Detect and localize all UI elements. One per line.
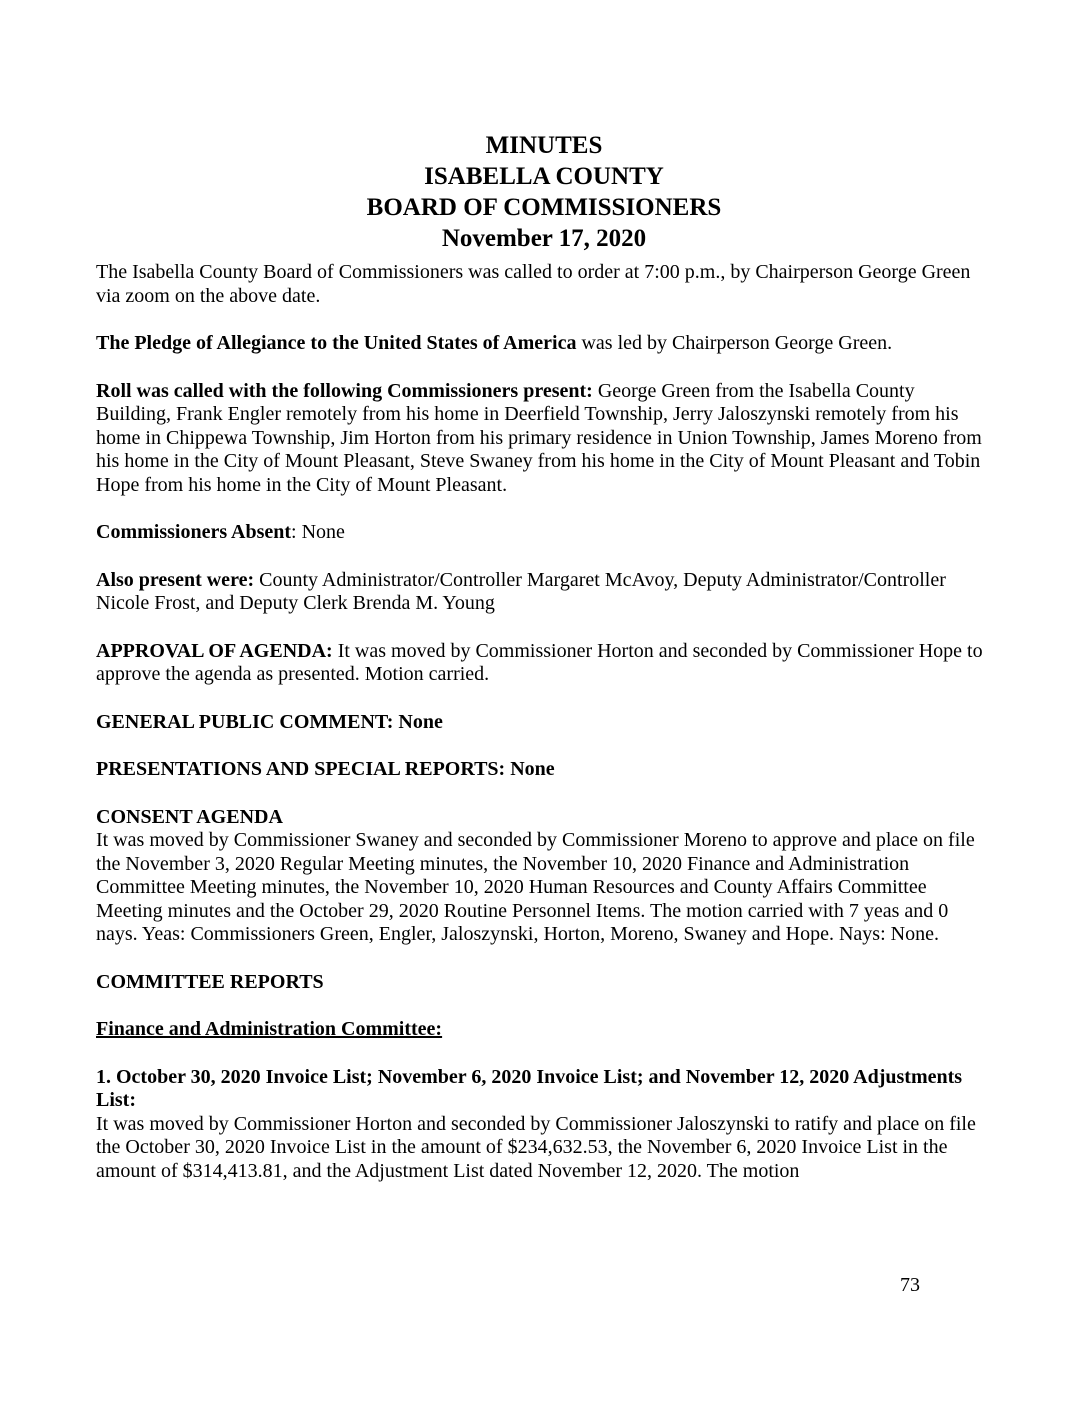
approval-of-agenda-text: It was moved by Commissioner Horton and seconded by Commissioner Hope to approve the agenda as presented. Motion carried. [96,639,983,685]
call-to-order-paragraph: The Isabella County Board of Commissioners was called to order at 7:00 p.m., by Chairperson George Green via zoom on the above date. [96,261,971,307]
consent-agenda-heading: CONSENT AGENDA [96,805,283,828]
document-body [96,261,986,1207]
invoice-list-text: It was moved by Commissioner Horton and seconded by Commissioner Jaloszynski to ratify and place on file the October 30, 2020 Invoice List in the amount of $234,632.53, the November 6, 2020 Invoice List in the amount of $314,413.81, and the Adjustment List dated November 12, 2020. The motion [96,1112,976,1182]
absent-paragraph [96,521,986,545]
title-board: BOARD OF COMMISSIONERS [366,194,722,221]
consent-agenda-section [96,806,986,947]
also-present-text: County Administrator/Controller Margaret McAvoy, Deputy Administrator/Controller Nicole Frost, and Deputy Clerk Brenda M. Young [96,568,946,614]
invoice-list-section [96,1066,986,1184]
committee-reports-heading: COMMITTEE REPORTS [96,970,324,993]
also-present-label: Also present were: [96,568,255,591]
absent-text: : None [291,521,345,543]
title-minutes: MINUTES [485,132,603,159]
absent-label: Commissioners Absent [96,521,292,543]
pledge-text: was led by Chairperson George Green. [576,332,893,354]
presentations-heading: PRESENTATIONS AND SPECIAL REPORTS: None [96,758,555,780]
pledge-paragraph [96,332,986,356]
approval-of-agenda-paragraph [96,640,986,687]
general-public-comment-heading: GENERAL PUBLIC COMMENT: None [96,710,443,733]
finance-committee-subheading: Finance and Administration Committee: [96,1018,443,1040]
title-county: ISABELLA COUNTY [424,163,664,190]
roll-call-text: George Green from the Isabella County Building, Frank Engler remotely from his home in Deerfield Township, Jerry Jaloszynski remotely from his home in Chippewa Township, Jim Horton from his primary residence in Union Township, James Moreno from his home in the City of Mount Pleasant, Steve Swaney from his home in the City of Mount Pleasant and Tobin Hope from his home in the City of Mount Pleasant. [96,379,982,496]
title-date: November 17, 2020 [441,225,647,252]
pledge-label: The Pledge of Allegiance to the United States of America [96,332,577,354]
document-title [0,130,1088,254]
consent-agenda-text: It was moved by Commissioner Swaney and seconded by Commissioner Moreno to approve and place on file the November 3, 2020 Regular Meeting minutes, the November 10, 2020 Finance and Administration Committee Meeting minutes, the November 10, 2020 Human Resources and County Affairs Committee Meeting minutes and the October 29, 2020 Routine Personnel Items. The motion carried with 7 yeas and 0 nays. Yeas: Commissioners Green, Engler, Jaloszynski, Horton, Moreno, Swaney and Hope. Nays: None. [96,829,975,945]
page-number: 73 [900,1274,920,1296]
also-present-paragraph [96,569,986,616]
roll-call-label: Roll was called with the following Commissioners present: [96,379,593,402]
roll-call-paragraph [96,380,986,498]
approval-of-agenda-label: APPROVAL OF AGENDA: [96,639,333,662]
invoice-list-heading: 1. October 30, 2020 Invoice List; November 6, 2020 Invoice List; and November 12, 2020 Adjustments List: [96,1065,963,1111]
